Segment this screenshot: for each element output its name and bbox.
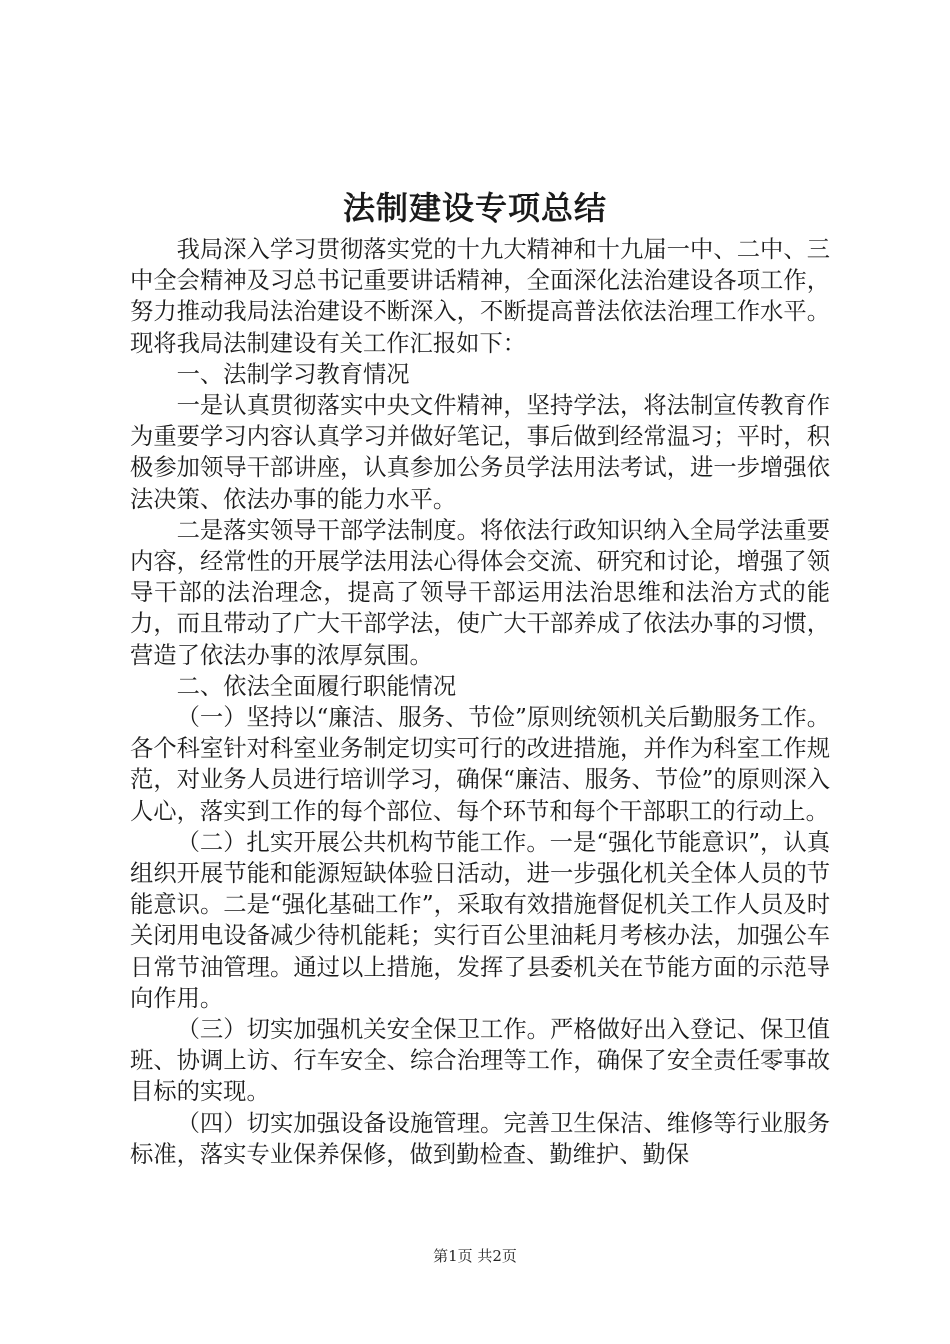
paragraph-study-2: 二是落实领导干部学法制度。将依法行政知识纳入全局学法重要内容，经常性的开展学法用法心得体会交流、研究和讨论，增强了领导干部的法治理念，提高了领导干部运用法治思维和法治方式的能力，而且带动了广大干部学法，使广大干部养成了依法办事的习惯，营造了依法办事的浓厚氛围。: [130, 516, 830, 669]
paragraph-duty-4: （四）切实加强设备设施管理。完善卫生保洁、维修等行业服务标准，落实专业保养保修，做到勤检查、勤维护、勤保: [130, 1109, 830, 1168]
paragraph-duty-1: （一）坚持以“廉洁、服务、节俭”原则统领机关后勤服务工作。各个科室针对科室业务制定切实可行的改进措施，并作为科室工作规范，对业务人员进行培训学习，确保“廉洁、服务、节俭”的原则深入人心，落实到工作的每个部位、每个环节和每个干部职工的行动上。: [130, 704, 830, 825]
page-number-footer: 第1页 共2页: [433, 1247, 517, 1265]
section-heading-1: 一、法制学习教育情况: [176, 360, 410, 388]
paragraph-duty-3: （三）切实加强机关安全保卫工作。严格做好出入登记、保卫值班、协调上访、行车安全、综合治理等工作，确保了安全责任零事故目标的实现。: [130, 1016, 830, 1106]
document-body: [130, 234, 830, 1170]
paragraph-study-1: 一是认真贯彻落实中央文件精神，坚持学法，将法制宣传教育作为重要学习内容认真学习并做好笔记，事后做到经常温习；平时，积极参加领导干部讲座，认真参加公务员学法用法考试，进一步增强依法决策、依法办事的能力水平。: [130, 392, 830, 513]
paragraph-duty-2: （二）扎实开展公共机构节能工作。一是“强化节能意识”，认真组织开展节能和能源短缺体验日活动，进一步强化机关全体人员的节能意识。二是“强化基础工作”，采取有效措施督促机关工作人员及时关闭用电设备减少待机能耗；实行百公里油耗月考核办法，加强公车日常节油管理。通过以上措施，发挥了县委机关在节能方面的示范导向作用。: [130, 828, 830, 1012]
paragraph-intro: 我局深入学习贯彻落实党的十九大精神和十九届一中、二中、三中全会精神及习总书记重要讲话精神，全面深化法治建设各项工作，努力推动我局法治建设不断深入，不断提高普法依法治理工作水平。现将我局法制建设有关工作汇报如下：: [130, 236, 830, 357]
document-title: 法制建设专项总结: [342, 189, 607, 227]
section-heading-2: 二、依法全面履行职能情况: [176, 672, 457, 700]
